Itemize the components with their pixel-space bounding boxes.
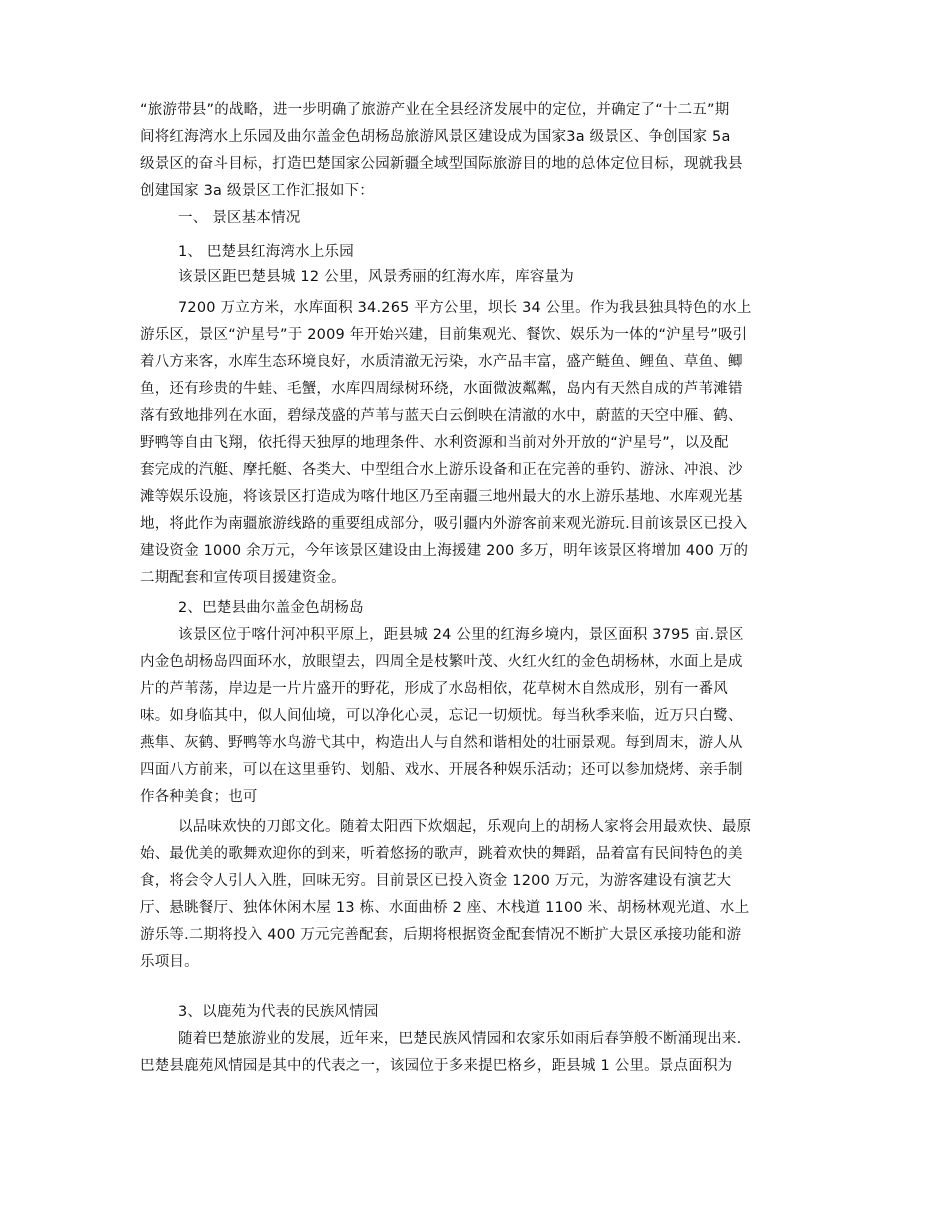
text-line: 味。如身临其中，似人间仙境，可以净化心灵，忘记一切烦忧。每当秋季来临，近万只白鹭、 (140, 708, 743, 724)
text-line: 片的芦苇荡，岸边是一片片盛开的野花，形成了水岛相依，花草树木自然成形，别有一番风 (140, 681, 728, 697)
text-line: 巴楚县鹿苑风情园是其中的代表之一，该园位于多来提巴格乡，距县城 1 公里。景点面积为 (140, 1058, 733, 1074)
text-line: 食，将会令人引人入胜，回味无穷。目前景区已投入资金 1200 万元，为游客建设有演艺大 (140, 873, 732, 889)
text-line: 游乐区，景区“沪星号”于 2009 年开始兴建，目前集观光、餐饮、娱乐为一体的“沪星号”吸引 (140, 327, 748, 343)
text-line: 间将红海湾水上乐园及曲尔盖金色胡杨岛旅游风景区建设成为国家3a 级景区、争创国家 5a (140, 129, 731, 145)
text-line: 乐项目。 (140, 954, 199, 970)
text-line: 野鸭等自由飞翔，依托得天独厚的地理条件、水利资源和当前对外开放的“沪星号”，以及配 (140, 435, 729, 451)
text-line: 滩等娱乐设施，将该景区打造成为喀什地区乃至南疆三地州最大的水上游乐基地、水库观光基 (140, 489, 743, 505)
text-line: 7200 万立方米，水库面积 34.265 平方公里，坝长 34 公里。作为我县独具特色的水上 (178, 300, 752, 316)
section-heading: 一、 景区基本情况 (178, 210, 301, 226)
text-line: 套完成的汽艇、摩托艇、各类大、中型组合水上游乐设备和正在完善的垂钓、游泳、冲浪、沙 (140, 462, 743, 478)
text-line: 建设资金 1000 余万元，今年该景区建设由上海援建 200 多万，明年该景区将增加 400 万的 (140, 543, 749, 559)
text-line: 鱼，还有珍贵的牛蛙、毛蟹，水库四周绿树环绕，水面微波粼粼，岛内有天然自成的芦苇滩错 (140, 381, 743, 397)
text-line: 地，将此作为南疆旅游线路的重要组成部分，吸引疆内外游客前来观光游玩.目前该景区已投入 (140, 516, 748, 532)
text-line: 二期配套和宣传项目援建资金。 (140, 570, 346, 586)
text-line: 随着巴楚旅游业的发展，近年来，巴楚民族风情园和农家乐如雨后春笋般不断涌现出来. (178, 1031, 742, 1047)
text-line: 燕隼、灰鹤、野鸭等水鸟游弋其中，构造出人与自然和谐相处的壮丽景观。每到周末，游人从 (140, 735, 743, 751)
text-line: 以品味欢快的刀郎文化。随着太阳西下炊烟起，乐观向上的胡杨人家将会用最欢快、最原 (178, 819, 752, 835)
text-line: 内金色胡杨岛四面环水，放眼望去，四周全是枝繁叶茂、火红火红的金色胡杨林，水面上是成 (140, 654, 743, 670)
text-line: 该景区位于喀什河冲积平原上，距县城 24 公里的红海乡境内，景区面积 3795 亩.景区 (178, 627, 744, 643)
text-line: 游乐等.二期将投入 400 万元完善配套，后期将根据资金配套情况不断扩大景区承接功能和游 (140, 927, 742, 943)
text-line: 创建国家 3a 级景区工作汇报如下： (140, 183, 374, 199)
text-line: 着八方来客，水库生态环境良好，水质清澈无污染，水产品丰富，盛产鲢鱼、鲤鱼、草鱼、鲫 (140, 354, 743, 370)
text-line: 四面八方前来，可以在这里垂钓、划船、戏水、开展各种娱乐活动；还可以参加烧烤、亲手制 (140, 762, 743, 778)
subsection-heading: 2、巴楚县曲尔盖金色胡杨岛 (178, 600, 364, 616)
text-line: 厅、悬眺餐厅、独体休闲木屋 13 栋、水面曲桥 2 座、木栈道 1100 米、胡杨林观光道、水上 (140, 900, 750, 916)
text-line: 该景区距巴楚县城 12 公里，风景秀丽的红海水库，库容量为 (178, 269, 574, 285)
text-line: 级景区的奋斗目标，打造巴楚国家公园新疆全域型国际旅游目的地的总体定位目标，现就我县 (140, 156, 743, 172)
text-line: “旅游带县”的战略，进一步明确了旅游产业在全县经济发展中的定位，并确定了“十二五”期 (140, 102, 730, 118)
text-line: 作各种美食；也可 (140, 789, 258, 805)
text-line: 落有致地排列在水面，碧绿茂盛的芦苇与蓝天白云倒映在清澈的水中，蔚蓝的天空中雁、鹤、 (140, 408, 743, 424)
subsection-heading: 3、以鹿苑为代表的民族风情园 (178, 1004, 379, 1020)
subsection-heading: 1、 巴楚县红海湾水上乐园 (178, 244, 354, 260)
text-line: 始、最优美的歌舞欢迎你的到来，听着悠扬的歌声，跳着欢快的舞蹈，品着富有民间特色的美 (140, 846, 743, 862)
